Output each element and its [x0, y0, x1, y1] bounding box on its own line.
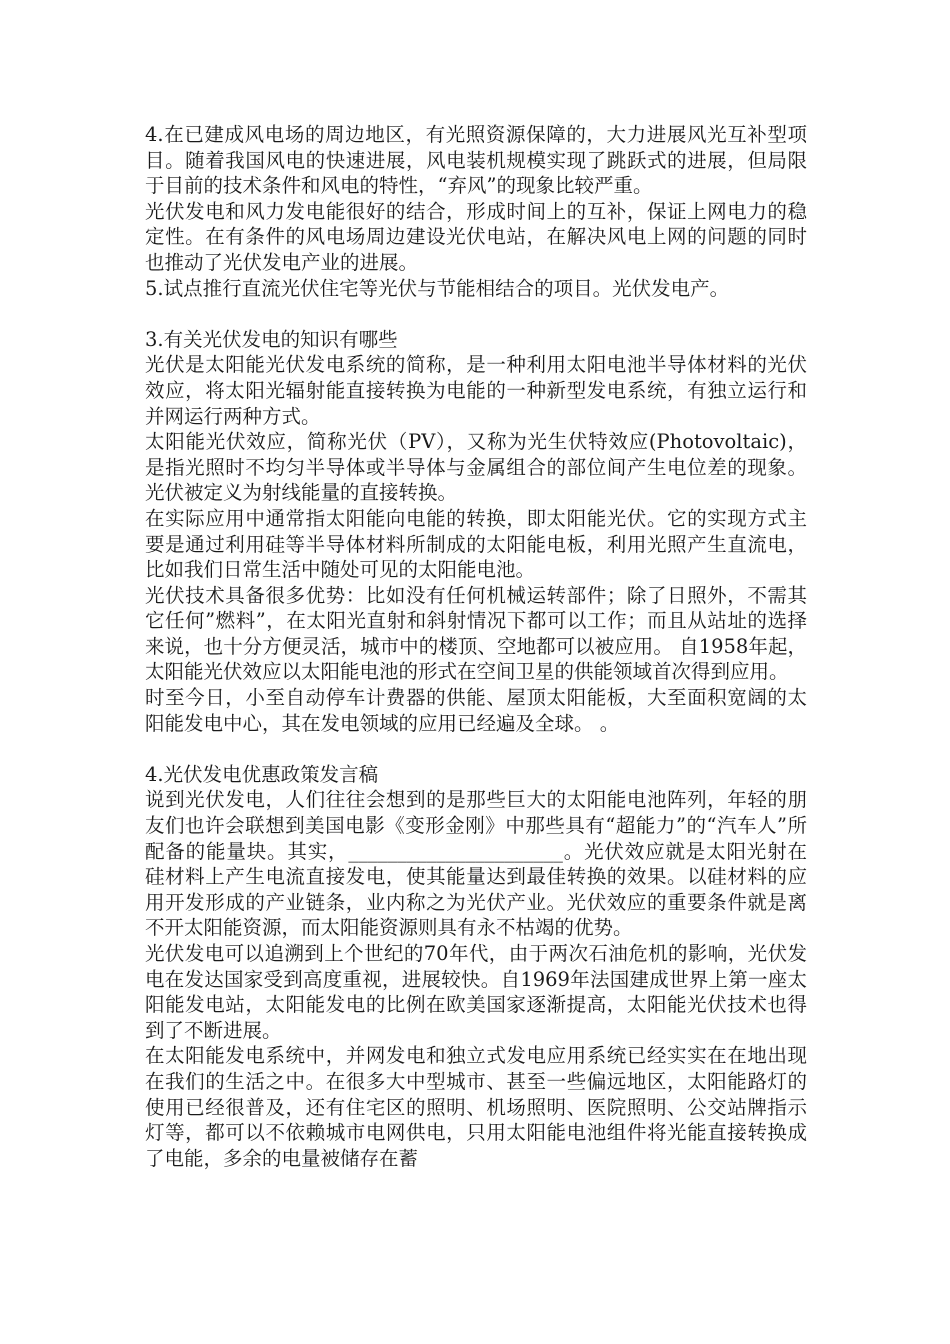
- paragraph-pv-wind-complement: 光伏发电和风力发电能很好的结合，形成时间上的互补，保证上网电力的稳定性。在有条件的风电场周边建设光伏电站，在解决风电上网的问题的同时也推动了光伏发电产业的进展。: [145, 199, 807, 274]
- paragraph-photovoltaic-effect: 太阳能光伏效应，简称光伏（PV），又称为光生伏特效应(Photovoltaic)，是指光照时不均匀半导体或半导体与金属组合的部位间产生电位差的现象。 光伏被定义为射线能量的直接转换。: [145, 430, 807, 505]
- paragraph-pv-history: 光伏发电可以追溯到上个世纪的70年代，由于两次石油危机的影响，光伏发电在发达国家受到高度重视，进展较快。自1969年法国建成世界上第一座太阳能发电站，太阳能发电的比例在欧美国家逐渐提高，太阳能光伏技术也得到了不断进展。: [145, 942, 807, 1042]
- blank-line: [145, 736, 807, 762]
- section-heading-pv-knowledge: 3.有关光伏发电的知识有哪些: [145, 327, 398, 351]
- paragraph-pv-today: 时至今日，小至自动停车计费器的供能、屋顶太阳能板，大至面积宽阔的太阳能发电中心，其在发电领域的应用已经遍及全球。 。: [145, 686, 807, 735]
- blank-line: [145, 301, 807, 327]
- paragraph-practical-application: 在实际应用中通常指太阳能向电能的转换，即太阳能光伏。它的实现方式主要是通过利用硅等半导体材料所制成的太阳能电板，利用光照产生直流电，比如我们日常生活中随处可见的太阳能电池。: [145, 506, 807, 582]
- paragraph-pv-intro: 说到光伏发电，人们往往会想到的是那些巨大的太阳能电池阵列，年轻的朋友们也许会联想到美国电影《变形金刚》中那些具有“超能力”的“汽车人”所配备的能量块。其实，______________________。光伏效应就是太阳光射在硅材料上产生电流直接发电，使其能量达到最佳转换的效果。以硅材料的应用开发形成的产业链条，业内称之为光伏产业。光伏效应的重要条件就是离不开太阳能资源，而太阳能资源则具有永不枯竭的优势。: [145, 788, 807, 940]
- paragraph-pv-advantages: 光伏技术具备很多优势：比如没有任何机械运转部件；除了日照外，不需其它任何”燃料”，在太阳光直射和斜射情况下都可以工作；而且从站址的选择来说，也十分方便灵活，城市中的楼顶、空地都可以被应用。 自1958年起，太阳能光伏效应以太阳能电池的形式在空间卫星的供能领域首次得到应用。: [145, 583, 807, 684]
- document-page: [145, 122, 807, 1171]
- section-heading-policy-speech: 4.光伏发电优惠政策发言稿: [145, 762, 379, 786]
- paragraph-wind-solar-hybrid: 4.在已建成风电场的周边地区，有光照资源保障的，大力进展风光互补型项目。随着我国风电的快速进展，风电装机规模实现了跳跃式的进展，但局限于目前的技术条件和风电的特性，“弃风”的现象比较严重。: [145, 123, 807, 198]
- paragraph-pv-systems: 在太阳能发电系统中，并网发电和独立式发电应用系统已经实实在在地出现在我们的生活之中。在很多大中型城市、甚至一些偏远地区，太阳能路灯的使用已经很普及，还有住宅区的照明、机场照明、医院照明、公交站牌指示灯等，都可以不依赖城市电网供电，只用太阳能电池组件将光能直接转换成了电能，多余的电量被储存在蓄: [145, 1044, 807, 1170]
- paragraph-pv-definition: 光伏是太阳能光伏发电系统的简称，是一种利用太阳电池半导体材料的光伏效应，将太阳光辐射能直接转换为电能的一种新型发电系统，有独立运行和并网运行两种方式。: [145, 353, 807, 428]
- paragraph-dc-pv-housing: 5.试点推行直流光伏住宅等光伏与节能相结合的项目。光伏发电产。: [145, 276, 730, 300]
